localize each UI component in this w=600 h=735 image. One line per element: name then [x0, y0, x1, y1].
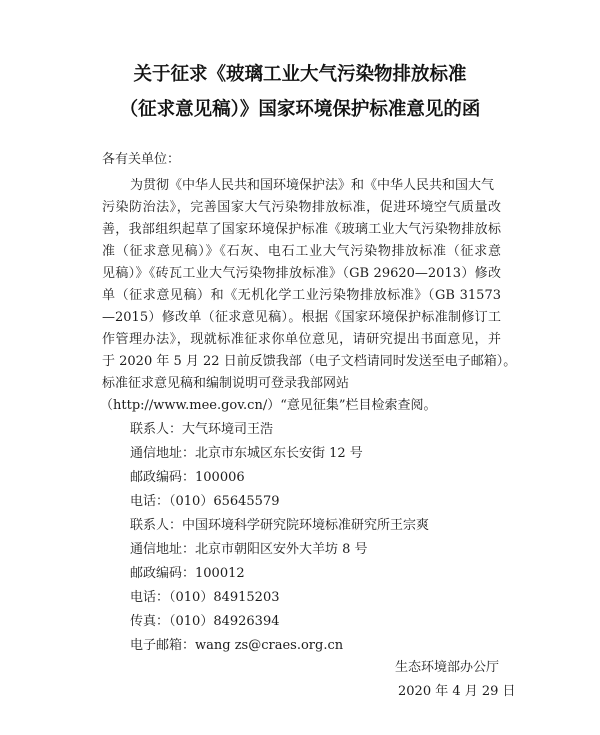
paragraph-line: （http://www.mee.gov.cn/）“意见征集”栏目检索查阅。: [100, 398, 437, 413]
paragraph-line: 为贯彻《中华人民共和国环境保护法》和《中华人民共和国大气: [130, 178, 495, 193]
paragraph-line: 于 2020 年 5 月 22 日前反馈我部（电子文档请同时发送至电子邮箱）。: [102, 354, 517, 369]
paragraph-line: —2015）修改单（征求意见稿）。根据《国家环境保护标准制修订工: [102, 310, 501, 325]
contact-person: 联系人：大气环境司王浩: [130, 422, 274, 437]
salutation: 各有关单位：: [102, 152, 181, 167]
paragraph-line: 见稿）》《砖瓦工业大气污染物排放标准》（GB 29620—2013）修改: [102, 266, 501, 281]
contact-phone: 电话：（010）65645579: [130, 494, 280, 509]
contact-address: 通信地址：北京市朝阳区安外大羊坊 8 号: [130, 542, 368, 557]
document-title-line-1: 关于征求《玻璃工业大气污染物排放标准: [133, 64, 467, 85]
paragraph-line: 污染防治法》，完善国家大气污染物排放标准，促进环境空气质量改: [102, 200, 501, 215]
contact-email: 电子邮箱：wang zs@craes.org.cn: [130, 638, 344, 653]
contact-postcode: 邮政编码：100006: [130, 470, 245, 485]
contact-phone: 电话：（010）84915203: [130, 590, 280, 605]
contact-address: 通信地址：北京市东城区东长安街 12 号: [130, 446, 363, 461]
paragraph-line: 准（征求意见稿）》《石灰、电石工业大气污染物排放标准（征求意: [102, 244, 501, 259]
contact-person: 联系人：中国环境科学研究院环境标准研究所王宗爽: [130, 518, 430, 533]
paragraph-line: 作管理办法》，现就标准征求你单位意见，请研究提出书面意见，并: [102, 332, 501, 347]
document-title-line-2: （征求意见稿）》国家环境保护标准意见的函: [119, 99, 481, 120]
paragraph-line: 标准征求意见稿和编制说明可登录我部网站: [102, 376, 350, 391]
signature-date: 2020 年 4 月 29 日: [398, 684, 516, 699]
contact-postcode: 邮政编码：100012: [130, 566, 245, 581]
contact-fax: 传真：（010）84926394: [130, 614, 280, 629]
paragraph-line: 单（征求意见稿）和《无机化学工业污染物排放标准》（GB 31573: [102, 288, 501, 303]
paragraph-line: 善，我部组织起草了国家环境保护标准《玻璃工业大气污染物排放标: [102, 222, 501, 237]
signature-office: 生态环境部办公厅: [395, 660, 500, 675]
